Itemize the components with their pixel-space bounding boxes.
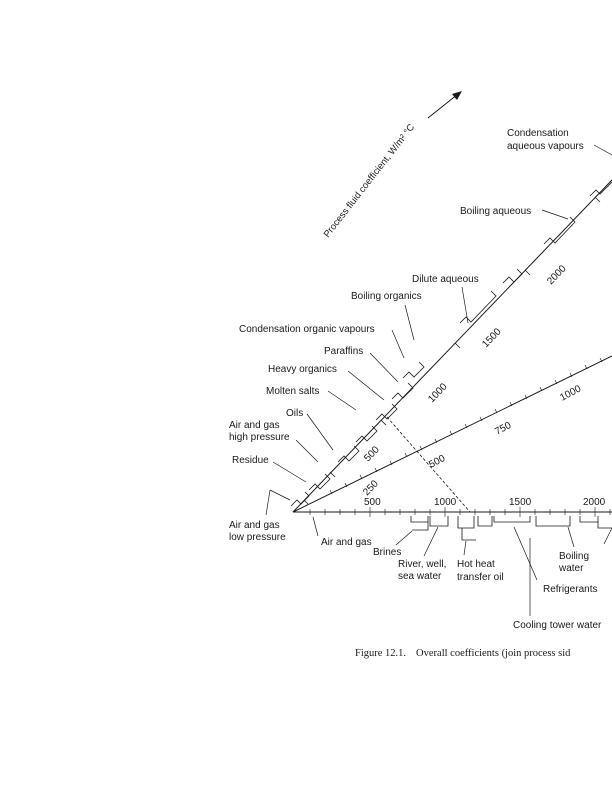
middle-tick-500: 500 — [427, 453, 448, 471]
caption-text: Overall coefficients (join process sid — [416, 648, 571, 659]
service-range-brackets — [411, 516, 612, 540]
label-boiling-water-1: Boiling — [559, 551, 590, 562]
bottom-tick-2000: 2000 — [583, 497, 606, 508]
label-air-gas-high-2: high pressure — [229, 432, 290, 443]
label-condensation-organic: Condensation organic vapours — [239, 324, 375, 335]
label-hot-heat-1: Hot heat — [457, 559, 495, 570]
process-tick-2000: 2000 — [545, 263, 569, 288]
label-air-gas-low-2: low pressure — [229, 532, 286, 543]
bottom-tick-1500: 1500 — [509, 497, 532, 508]
bottom-tick-1000: 1000 — [434, 497, 457, 508]
label-cooling-tower: Cooling tower water — [513, 620, 602, 631]
bottom-tick-labels — [364, 497, 606, 508]
middle-tick-1000: 1000 — [558, 383, 584, 404]
label-river-well-2: sea water — [398, 571, 442, 582]
process-side-labels — [229, 128, 584, 543]
middle-tick-labels — [427, 383, 583, 470]
label-brines: Brines — [373, 547, 402, 558]
label-condensation-aqueous-1: Condensation — [507, 128, 569, 139]
label-hot-heat-2: transfer oil — [457, 572, 504, 583]
label-boiling-aqueous: Boiling aqueous — [460, 206, 532, 217]
label-service-air-gas: Air and gas — [321, 537, 372, 548]
label-paraffins: Paraffins — [324, 346, 364, 357]
label-refrigerants: Refrigerants — [543, 584, 598, 595]
process-axis-title: Process fluid coefficient, W/m² °C — [321, 122, 418, 240]
label-oils: Oils — [286, 408, 304, 419]
caption-figure-number: Figure 12.1. — [355, 648, 407, 659]
label-residue: Residue — [232, 455, 269, 466]
label-river-well-1: River, well, — [398, 559, 447, 570]
process-tick-1500: 1500 — [480, 326, 504, 351]
process-tick-250: 250 — [361, 478, 381, 499]
figure-caption — [355, 648, 580, 659]
bottom-tick-500: 500 — [364, 497, 381, 508]
middle-tick-750: 750 — [493, 420, 514, 438]
label-molten-salts: Molten salts — [266, 386, 320, 397]
label-boiling-water-2: water — [559, 563, 584, 574]
overall-coefficient-scale-line — [293, 356, 612, 512]
label-air-gas-low-1: Air and gas — [229, 520, 280, 531]
axis-arrow — [428, 91, 462, 118]
service-scale-ticks — [310, 507, 610, 517]
label-dilute-aqueous: Dilute aqueous — [412, 274, 479, 285]
label-boiling-organics: Boiling organics — [351, 291, 422, 302]
label-air-gas-high-1: Air and gas — [229, 420, 280, 431]
label-condensation-aqueous-2: aqueous vapours — [507, 141, 584, 152]
service-side-labels — [321, 537, 602, 631]
label-heavy-organics: Heavy organics — [268, 364, 337, 375]
process-tick-500: 500 — [362, 444, 382, 465]
process-tick-1000: 1000 — [426, 381, 450, 406]
